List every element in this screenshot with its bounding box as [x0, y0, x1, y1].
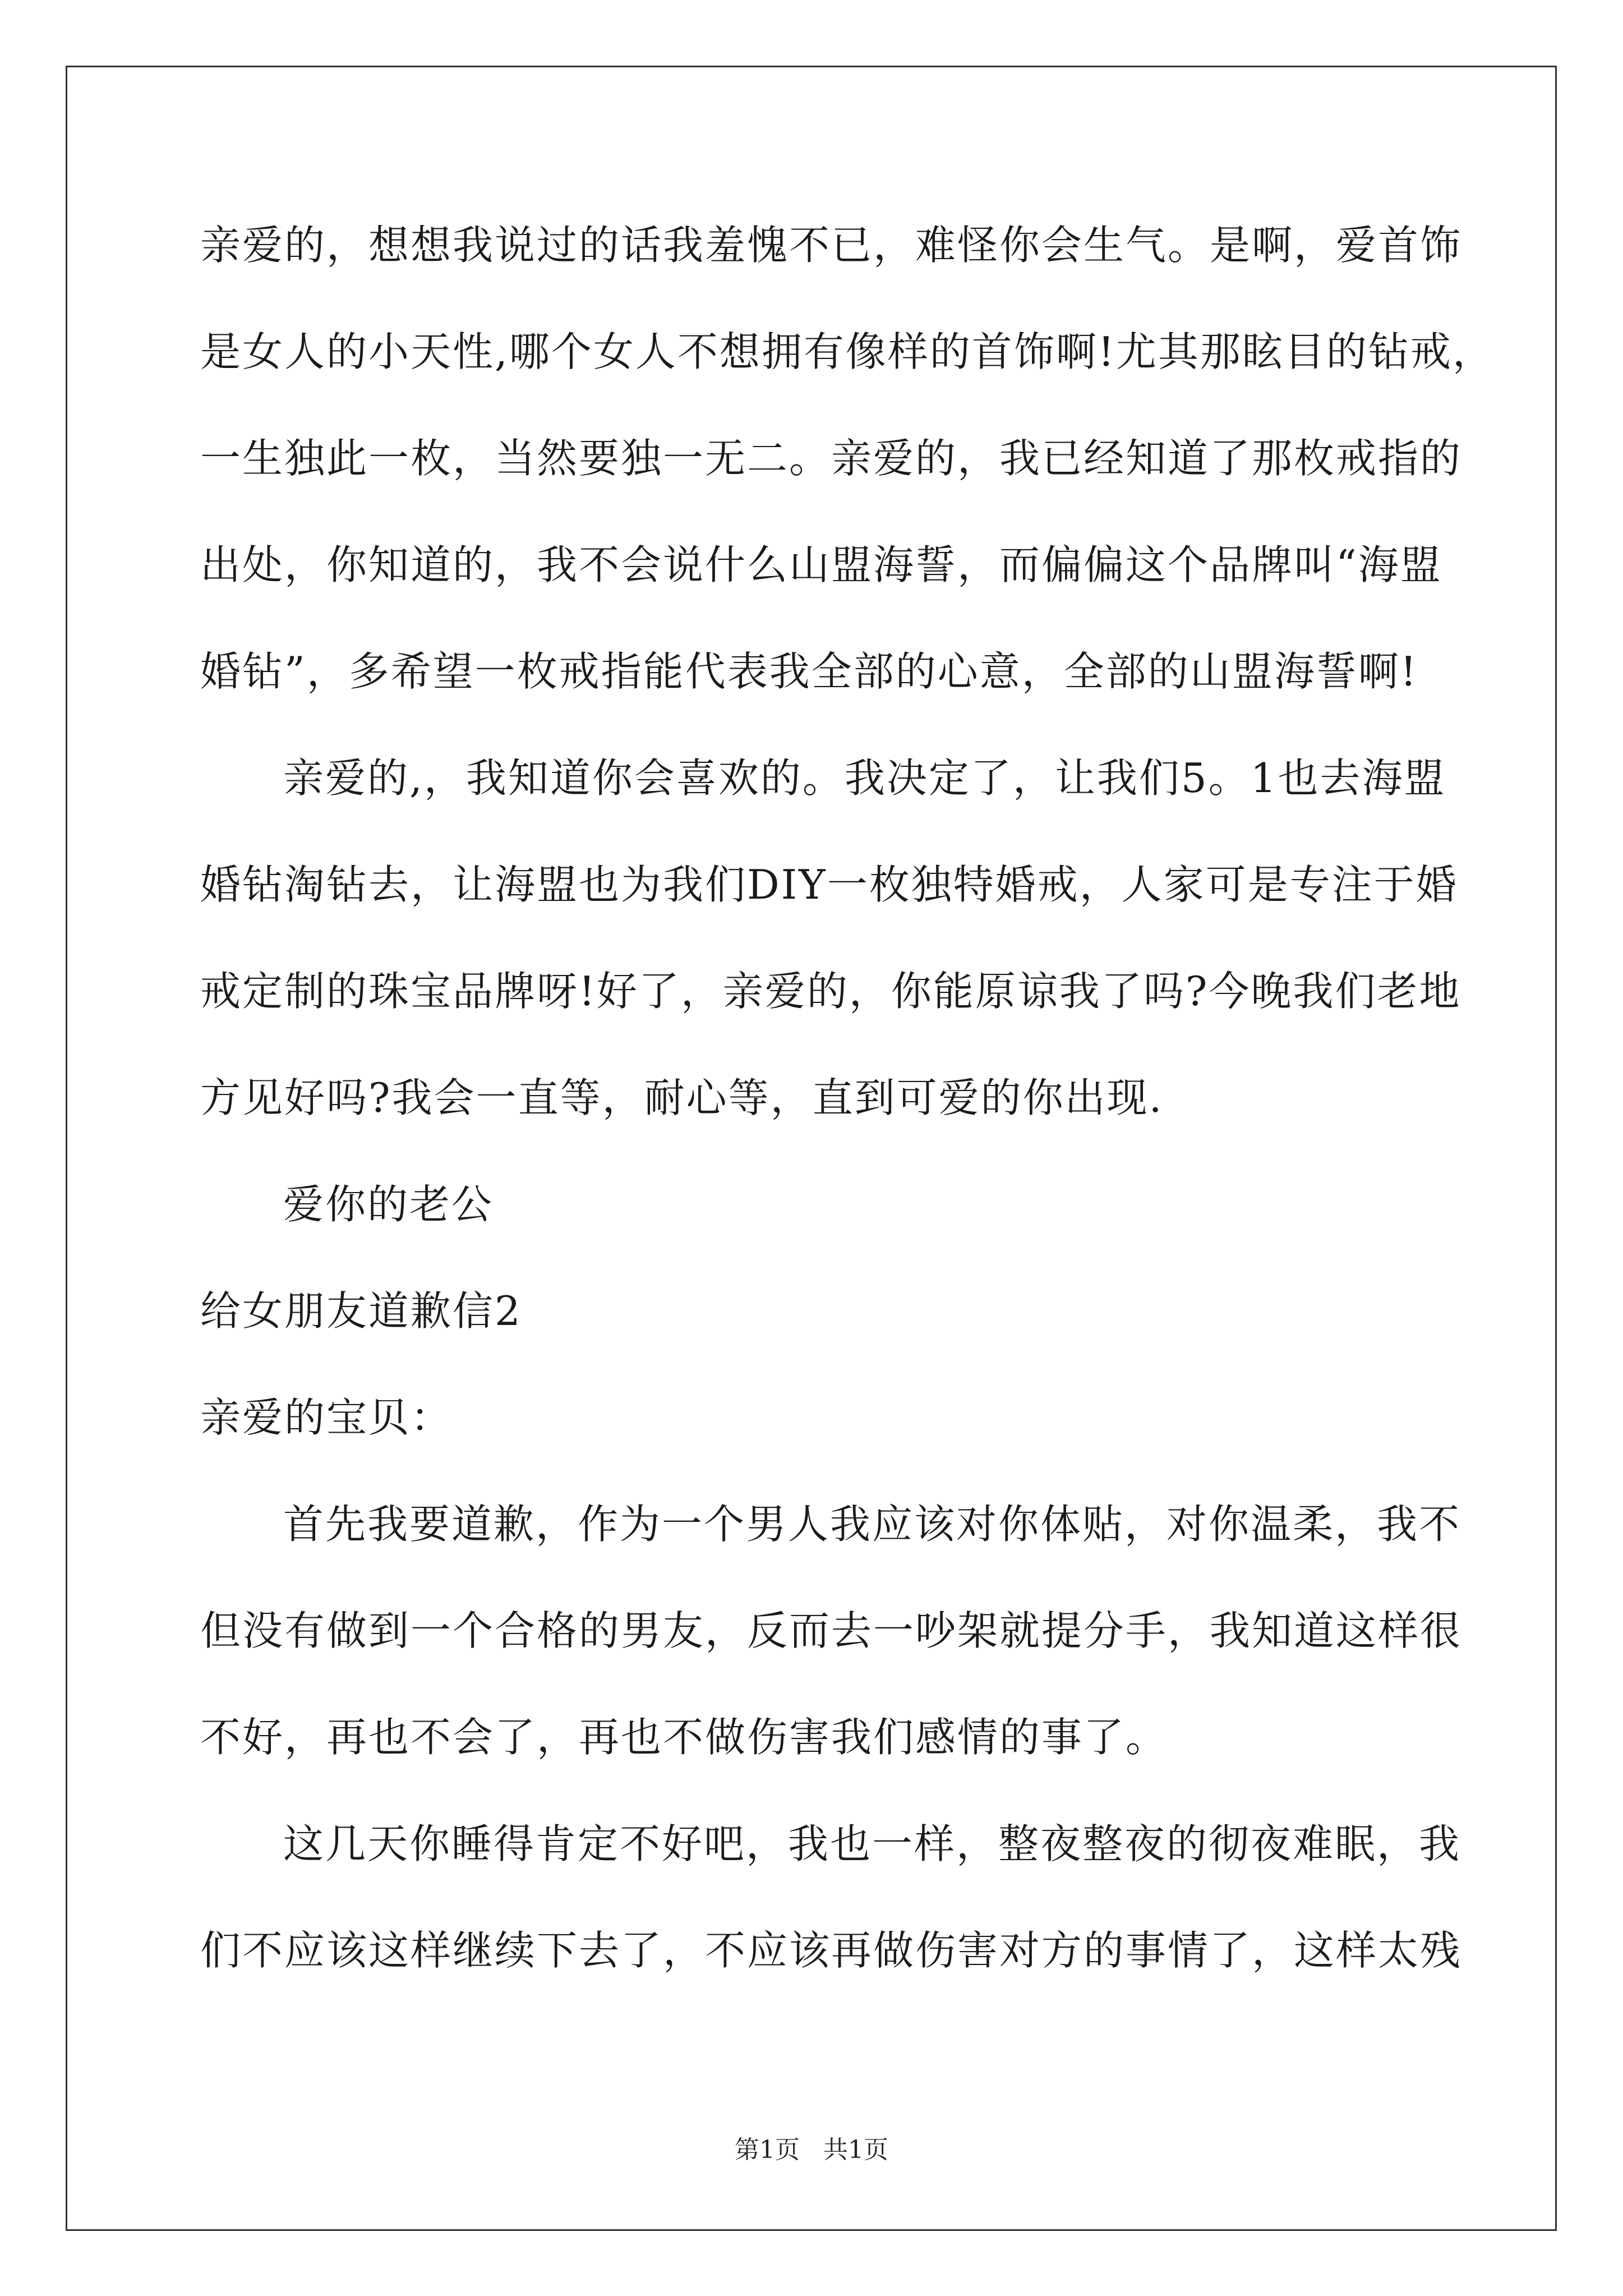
text-line: 亲爱的，想想我说过的话我羞愧不已，难怪你会生气。是啊，爱首饰	[200, 222, 1463, 269]
page-total: 共1页	[823, 2136, 888, 2164]
text-line: 婚钻淘钻去，让海盟也为我们DIY一枚独特婚戒，人家可是专注于婚	[200, 861, 1458, 908]
page-number: 第1页	[735, 2136, 800, 2164]
text-line: 是女人的小天性,哪个女人不想拥有像样的首饰啊!尤其那眩目的钻戒，	[200, 328, 1495, 375]
text-line: 首先我要道歉，作为一个男人我应该对你体贴，对你温柔，我不	[283, 1501, 1461, 1548]
signature-line: 爱你的老公	[283, 1181, 494, 1228]
text-line: 戒定制的珠宝品牌呀!好了，亲爱的，你能原谅我了吗?今晚我们老地	[200, 968, 1461, 1015]
text-line: 但没有做到一个合格的男友，反而去一吵架就提分手，我知道这样很	[200, 1607, 1463, 1654]
text-line: 这几天你睡得肯定不好吧，我也一样，整夜整夜的彻夜难眠，我	[283, 1820, 1461, 1867]
text-line: 出处，你知道的，我不会说什么山盟海誓，而偏偏这个品牌叫“海盟	[200, 541, 1442, 588]
text-line: 一生独此一枚，当然要独一无二。亲爱的，我已经知道了那枚戒指的	[200, 435, 1463, 482]
text-line: 婚钻”，多希望一枚戒指能代表我全部的心意，全部的山盟海誓啊!	[200, 648, 1418, 695]
page-border	[66, 66, 1557, 2231]
text-line: 不好，再也不会了，再也不做伤害我们感情的事了。	[200, 1714, 1168, 1761]
salutation: 亲爱的宝贝：	[200, 1394, 453, 1441]
text-line: 们不应该这样继续下去了，不应该再做伤害对方的事情了，这样太残	[200, 1927, 1463, 1974]
text-line: 方见好吗?我会一直等，耐心等，直到可爱的你出现.	[200, 1074, 1164, 1121]
section-heading: 给女朋友道歉信2	[200, 1287, 522, 1335]
text-line: 亲爱的,，我知道你会喜欢的。我决定了，让我们5。1也去海盟	[283, 754, 1446, 802]
page-footer	[0, 2135, 1623, 2165]
